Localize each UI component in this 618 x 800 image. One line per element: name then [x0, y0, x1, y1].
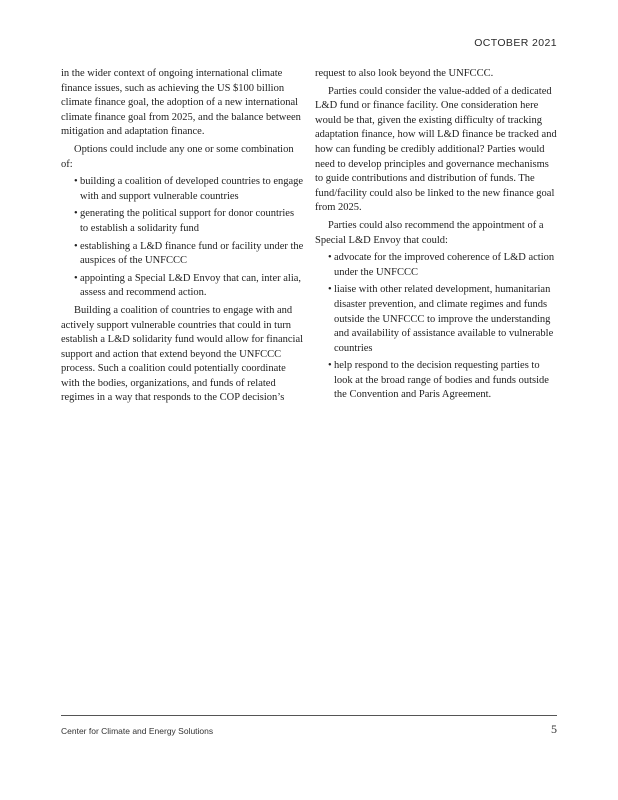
list-item: • help respond to the decision requesting parties to look at the broad range of bodies and funds outside the Convention and Paris Agreement.	[328, 360, 549, 401]
paragraph: Building a coalition of countries to engage with and actively support vulnerable countries that could in turn establish a L&D solidarity fund would allow for financial support and action that extend beyond the UNFCCC process. Such a coalition could potentially coordinate with the bodies, organizations, and funds of related regimes in a way that responds to the COP decision’s	[61, 304, 304, 404]
paragraph: Parties could also recommend the appointment of a Special L&D Envoy that could:	[315, 219, 544, 246]
list-item: • establishing a L&D finance fund or facility under the auspices of the UNFCCC	[74, 240, 304, 267]
paragraph: in the wider context of ongoing international climate finance issues, such as achieving the US $100 billion climate finance goal, the adoption of a new international climate finance goal from 2025, and the balance between mitigation and adaptation finance.	[61, 68, 301, 138]
footer-organization: Center for Climate and Energy Solutions	[61, 726, 214, 736]
list-item: • advocate for the improved coherence of L&D action under the UNFCCC	[328, 252, 555, 278]
right-column	[315, 67, 558, 406]
header-date: OCTOBER 2021	[474, 37, 557, 49]
paragraph: request to also look beyond the UNFCCC.	[315, 68, 494, 79]
page-number: 5	[551, 722, 557, 736]
left-column	[61, 67, 304, 409]
list-item: • building a coalition of developed countries to engage with and support vulnerable countries	[74, 176, 304, 202]
list-item: • appointing a Special L&D Envoy that can, inter alia, assess and recommend action.	[74, 272, 302, 299]
paragraph: Parties could consider the value-added of a dedicated L&D fund or finance facility. One consideration here would be that, given the existing difficulty of tracking adaptation finance, how will L&D finance be tracked and how can funding be credibly additional? Parties would need to develop principles and governance mechanisms to guide contributions and distribution of funds. The fund/facility could also be linked to the new finance goal from 2025.	[315, 85, 557, 214]
list-item: • generating the political support for donor countries to establish a solidarity fund	[74, 208, 295, 234]
list-item: • liaise with other related development, humanitarian disaster prevention, and climate regimes and funds outside the UNFCCC to improve the understanding and availability of assistance available to vulnerable countries	[328, 284, 554, 354]
envoy-list	[315, 251, 558, 403]
paragraph: Options could include any one or some combination of:	[61, 143, 294, 170]
options-list	[61, 175, 304, 301]
footer-divider	[61, 715, 557, 716]
